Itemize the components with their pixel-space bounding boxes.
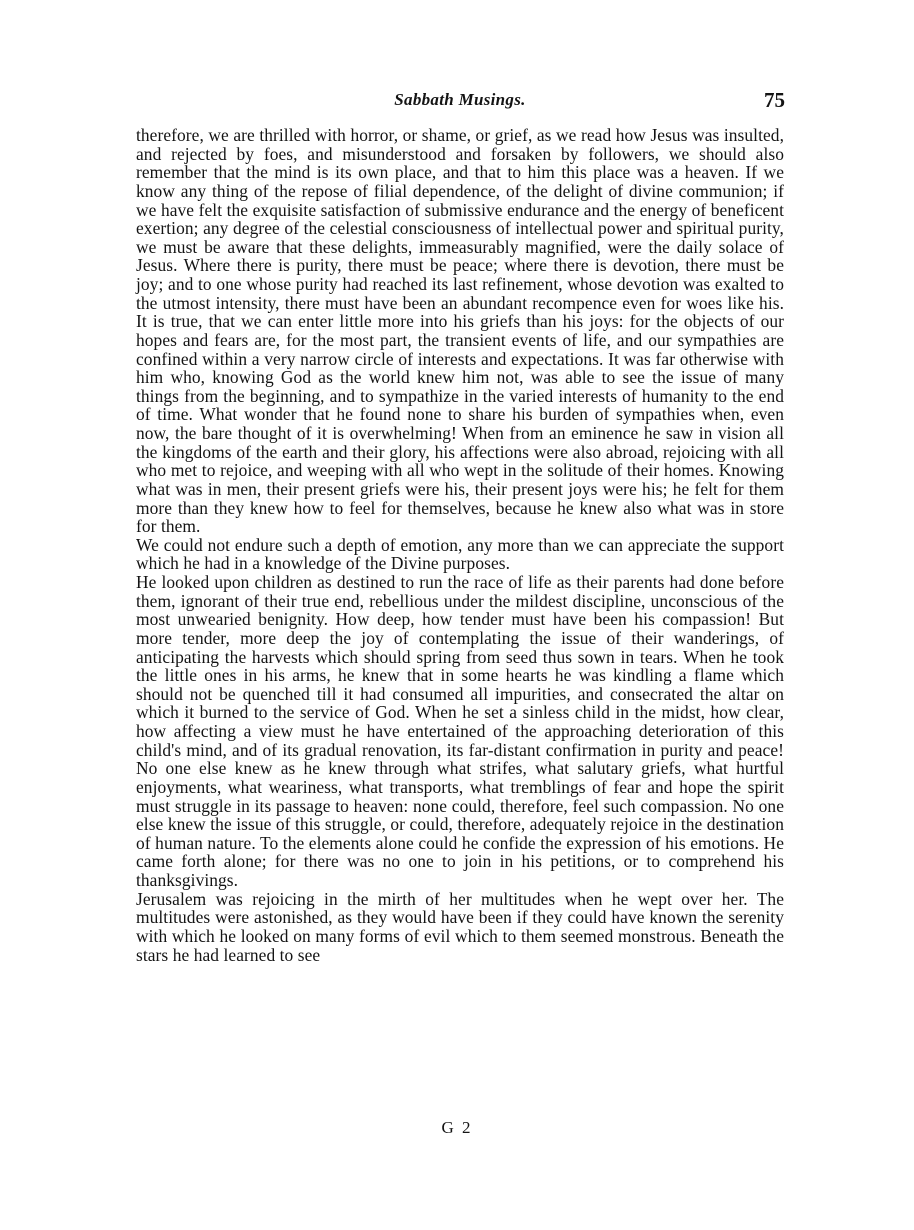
signature-mark: G 2	[441, 1118, 473, 1137]
running-head	[135, 86, 785, 116]
running-title: Sabbath Musings.	[394, 90, 526, 109]
body-text	[136, 126, 784, 964]
page-number: 75	[764, 88, 785, 112]
paragraph: Jerusalem was rejoicing in the mirth of her multitudes when he wept over her. The multitudes were astonished, as they would have been if they could have known the serenity with which he looked on many forms of evil which to them seemed monstrous. Beneath the stars he had learned to see	[136, 888, 784, 965]
paragraph: He looked upon children as destined to run the race of life as their parents had done before them, ignorant of their true end, rebellious under the mildest discipline, unconscious of the most unwearied benignity. How deep, how tender must have been his compassion! But more tender, more deep the joy of contemplating the issue of their wanderings, of anticipating the harvests which should spring from seed thus sown in tears. When he took the little ones in his arms, he knew that in some hearts he was kindling a flame which should not be quenched till it had consumed all impurities, and consecrated the altar on which it burned to the service of God. When he set a sinless child in the midst, how clear, how affecting a view must he have entertained of the approaching deterioration of this child's mind, and of its gradual renovation, its far-distant confirmation in purity and peace! No one else knew as he knew through what strifes, what salutary griefs, what hurtful enjoyments, what weariness, what transports, what tremblings of fear and hope the spirit must struggle in its passage to heaven: none could, therefore, feel such compassion. No one else knew the issue of this struggle, or could, therefore, adequately rejoice in the destination of human nature. To the elements alone could he confide the expression of his emotions. He came forth alone; for there was no one to join in his petitions, or to comprehend his thanksgivings.	[136, 572, 784, 890]
paragraph: We could not endure such a depth of emotion, any more than we can appreciate the support which he had in a knowledge of the Divine purposes.	[136, 534, 784, 574]
paragraph-continued: therefore, we are thrilled with horror, or shame, or grief, as we read how Jesus was insulted, and rejected by foes, and misunderstood and forsaken by followers, we should also remember that the mind is its own place, and that to him this place was a heaven. If we know any thing of the repose of filial dependence, of the delight of divine communion; if we have felt the exquisite satisfaction of submissive endurance and the energy of beneficent exertion; any degree of the celestial consciousness of intellectual power and spiritual purity, we must be aware that these delights, immeasurably magnified, were the daily solace of Jesus. Where there is purity, there must be peace; where there is devotion, there must be joy; and to one whose purity had reached its last refinement, whose devotion was exalted to the utmost intensity, there must have been an abundant recompence even for woes like his. It is true, that we can enter little more into his griefs than his joys: for the objects of our hopes and fears are, for the most part, the transient events of life, and our sympathies are confined within a very narrow circle of interests and expectations. It was far otherwise with him who, knowing God as the world knew him not, was able to see the issue of many things from the beginning, and to sympathize in the varied interests of humanity to the end of time. What wonder that he found none to share his burden of sympathies when, even now, the bare thought of it is overwhelming! When from an eminence he saw in vision all the kingdoms of the earth and their glory, his affections were also abroad, rejoicing with all who met to rejoice, and weeping with all who wept in the solitude of their homes. Knowing what was in men, their present griefs were his, their present joys were his; he felt for them more than they knew how to feel for themselves, because he knew also what was in store for them.	[136, 125, 784, 537]
